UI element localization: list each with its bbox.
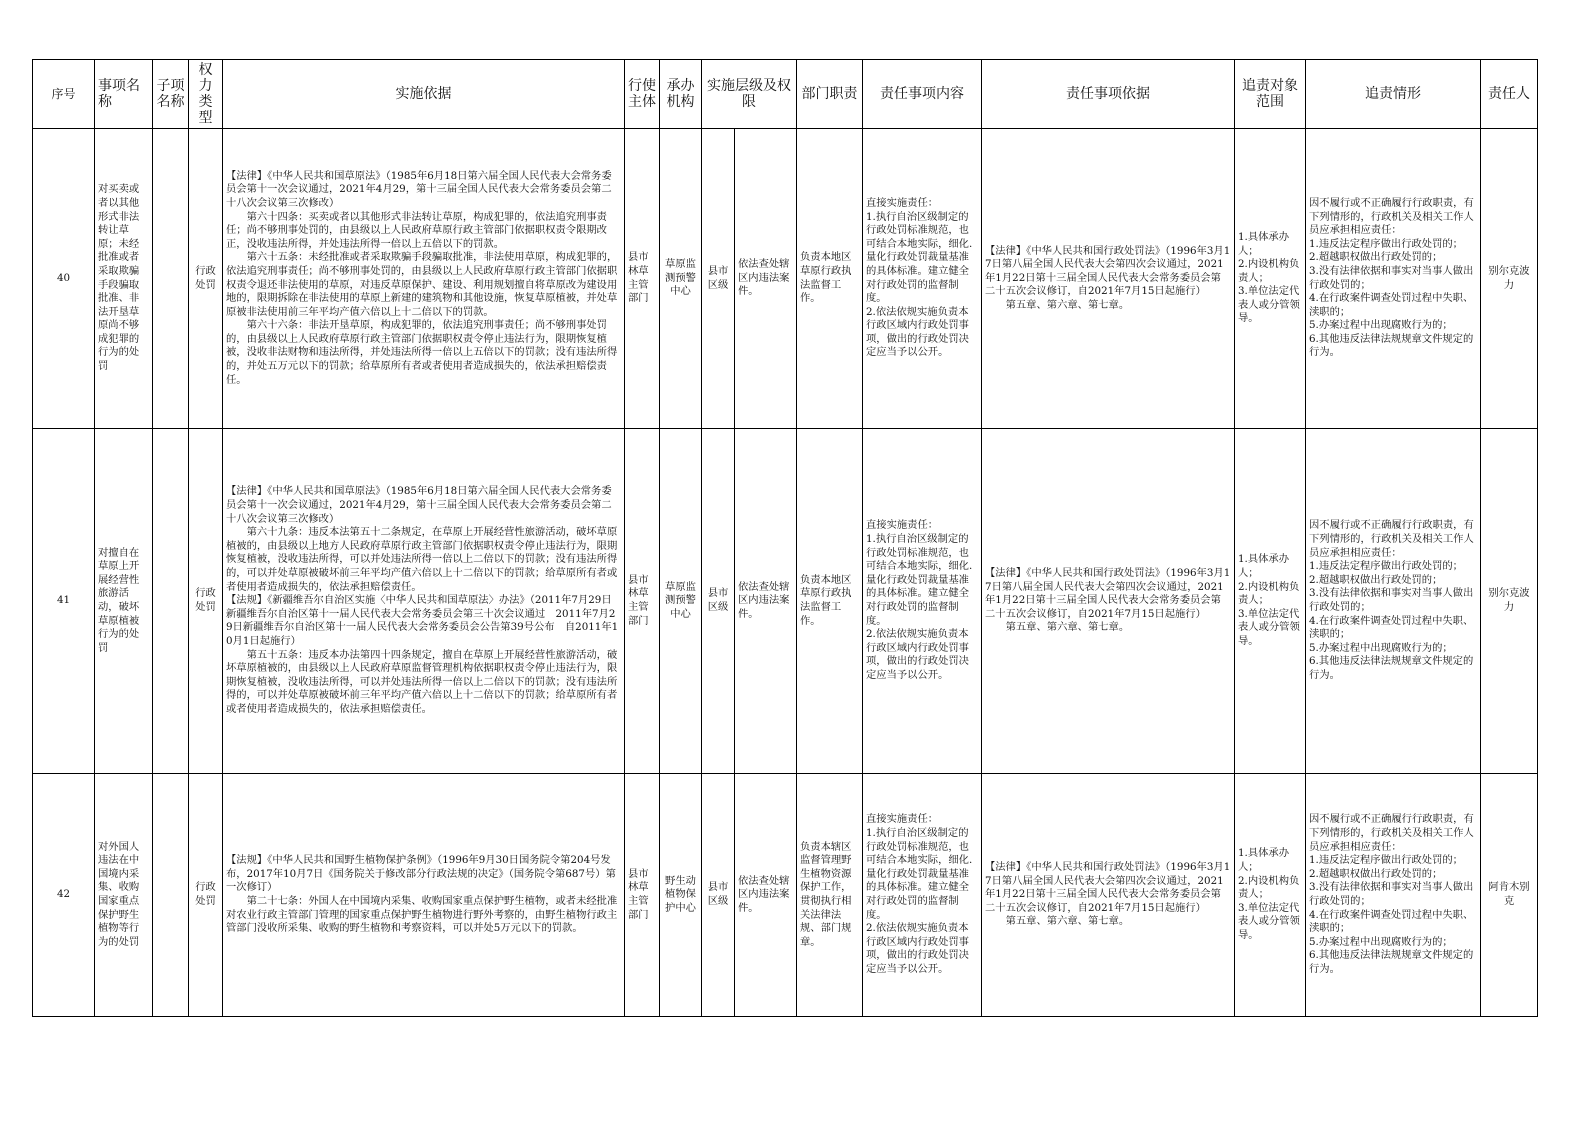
header-sub: 子项名称: [153, 60, 189, 129]
basis-paragraph: 第六十四条：买卖或者以其他形式非法转让草原，构成犯罪的，依法追究刑事责任；尚不够刑事处罚的，由县级以上人民政府草原行政主管部门依据职权责令限期改正，没收违法所得，并处违法所得一倍以上五倍以下的罚款。: [226, 210, 607, 250]
row-sub: [153, 129, 189, 429]
header-duty: 部门职责: [797, 60, 863, 129]
header-scope: 追责对象范围: [1235, 60, 1306, 129]
resp-basis-paragraph: 【法律】《中华人民共和国行政处罚法》（1996年3月17日第八届全国人民代表大会第四次会议通过，2021年1月22日第十三届全国人民代表大会常务委员会第二十五次会议修订，自2021年7月15日起施行）: [985, 567, 1231, 620]
header-seq: 序号: [33, 60, 95, 129]
row-person: 别尔克波力: [1481, 129, 1538, 429]
row-duty: 负责本辖区监督管理野生植物资源保护工作，贯彻执行相关法律法规、部门规章。: [797, 774, 863, 1017]
row-resp-content: 直接实施责任： 1.执行自治区级制定的行政处罚标准规范，也可结合本地实际，细化.量化行政处罚裁量基准的具体标准。建立健全对行政处罚的监督制度。 2.依法依规实施负责本行政区域内行政处罚事项，做出的行政处罚决定应当予以公开。: [863, 129, 982, 429]
basis-paragraph: 【法规】《中华人民共和国野生植物保护条例》（1996年9月30日国务院令第204号发布，2017年10月7日《国务院关于修改部分行政法规的决定》（国务院令第687号）第一次修订）: [226, 854, 616, 894]
row-resp-basis: [982, 429, 1235, 774]
header-resp-basis: 责任事项依据: [982, 60, 1235, 129]
basis-paragraph: 第五十五条：违反本办法第四十四条规定，擅自在草原上开展经营性旅游活动，破坏草原植被的，由县级以上人民政府草原监督管理机构依据职权责令停止违法行为，限期恢复植被，没收违法所得，可以并处违法所得一倍以上二倍以下的罚款；没有违法所得的，可以并处草原被破坏前三年平均产值六倍以上十二倍以下的罚款；给草原所有者或者使用者造成损失的，依法承担赔偿责任。: [226, 648, 618, 715]
table-row: [33, 129, 1538, 429]
row-subject: 县市林草主管部门: [625, 129, 660, 429]
row-org: 草原监测预警中心: [660, 129, 702, 429]
row-power-type: 行政处罚: [189, 774, 223, 1017]
row-name: 对外国人违法在中国境内采集、收购国家重点保护野生植物等行为的处罚: [95, 774, 153, 1017]
row-person: 阿肯木别克: [1481, 774, 1538, 1017]
row-duty: 负责本地区草原行政执法监督工作。: [797, 429, 863, 774]
row-level: 县市区级: [702, 129, 735, 429]
row-level: 县市区级: [702, 774, 735, 1017]
row-level: 县市区级: [702, 429, 735, 774]
row-authority: 依法查处辖区内违法案件。: [735, 774, 797, 1017]
header-person: 责任人: [1481, 60, 1538, 129]
row-authority: 依法查处辖区内违法案件。: [735, 429, 797, 774]
row-name: 对买卖或者以其他形式非法转让草原；未经批准或者采取欺骗手段骗取批准、非法开垦草原尚不够成犯罪的行为的处罚: [95, 129, 153, 429]
powers-table: [32, 59, 1538, 1017]
row-resp-basis: [982, 774, 1235, 1017]
row-seq: 41: [33, 429, 95, 774]
row-subject: 县市林草主管部门: [625, 429, 660, 774]
row-situation: 因不履行或不正确履行行政职责，有下列情形的，行政机关及相关工作人员应承担相应责任： 1.违反法定程序做出行政处罚的； 2.超越职权做出行政处罚的； 3.没有法律依据和事实对当事人做出行政处罚的； 4.在行政案件调查处罚过程中失职、渎职的； 5.办案过程中出现腐败行为的； 6.其他违反法律法规规章文件规定的行为。: [1306, 129, 1481, 429]
table-row: [33, 429, 1538, 774]
row-person: 别尔克波力: [1481, 429, 1538, 774]
row-power-type: 行政处罚: [189, 129, 223, 429]
row-resp-content: 直接实施责任： 1.执行自治区级制定的行政处罚标准规范，也可结合本地实际，细化.量化行政处罚裁量基准的具体标准。建立健全对行政处罚的监督制度。 2.依法依规实施负责本行政区域内行政处罚事项，做出的行政处罚决定应当予以公开。: [863, 429, 982, 774]
row-sub: [153, 429, 189, 774]
row-authority: 依法查处辖区内违法案件。: [735, 129, 797, 429]
row-basis: [223, 429, 625, 774]
table-row: [33, 774, 1538, 1017]
basis-paragraph: 【法规】《新疆维吾尔自治区实施〈中华人民共和国草原法〉办法》（2011年7月29日新疆维吾尔自治区第十一届人民代表大会常务委员会第三十次会议通过 2011年7月29日新疆维吾尔自治区第十一届人民代表大会常务委员会公告第39号公布 自2011年10月1日起施行）: [226, 594, 619, 647]
header-name: 事项名称: [95, 60, 153, 129]
basis-paragraph: 第六十五条：未经批准或者采取欺骗手段骗取批准，非法使用草原，构成犯罪的，依法追究刑事责任；尚不够刑事处罚的，由县级以上人民政府草原行政主管部门依据职权责令退还非法使用的草原，对违反草原保护、建设、利用规划擅自将草原改为建设用地的，限期拆除在非法使用的草原上新建的建筑物和其他设施，恢复草原植被，并处草原被非法使用前三年平均产值六倍以上十二倍以下的罚款。: [226, 251, 618, 318]
row-duty: 负责本地区草原行政执法监督工作。: [797, 129, 863, 429]
row-situation: 因不履行或不正确履行行政职责，有下列情形的，行政机关及相关工作人员应承担相应责任： 1.违反法定程序做出行政处罚的； 2.超越职权做出行政处罚的； 3.没有法律依据和事实对当事人做出行政处罚的； 4.在行政案件调查处罚过程中失职、渎职的； 5.办案过程中出现腐败行为的； 6.其他违反法律法规规章文件规定的行为。: [1306, 429, 1481, 774]
header-basis: 实施依据: [223, 60, 625, 129]
resp-basis-paragraph: 第五章、第六章、第七章。: [1005, 915, 1130, 928]
row-subject: 县市林草主管部门: [625, 774, 660, 1017]
row-org: 野生动植物保护中心: [660, 774, 702, 1017]
row-situation: 因不履行或不正确履行行政职责，有下列情形的，行政机关及相关工作人员应承担相应责任： 1.违反法定程序做出行政处罚的； 2.超越职权做出行政处罚的； 3.没有法律依据和事实对当事人做出行政处罚的； 4.在行政案件调查处罚过程中失职、渎职的； 5.办案过程中出现腐败行为的； 6.其他违反法律法规规章文件规定的行为。: [1306, 774, 1481, 1017]
header-subject: 行使主体: [625, 60, 660, 129]
row-seq: 40: [33, 129, 95, 429]
row-sub: [153, 774, 189, 1017]
header-level: 实施层级及权限: [702, 60, 797, 129]
row-scope: 1.具体承办人； 2.内设机构负责人； 3.单位法定代表人或分管领导。: [1235, 429, 1306, 774]
basis-paragraph: 【法律】《中华人民共和国草原法》（1985年6月18日第六届全国人民代表大会常务委员会第十一次会议通过，2021年4月29，第十三届全国人民代表大会常务委员会第二十八次会议第三次修改）: [226, 485, 612, 525]
header-power-type: 权力类型: [189, 60, 223, 129]
row-seq: 42: [33, 774, 95, 1017]
header-org: 承办机构: [660, 60, 702, 129]
row-resp-basis: [982, 129, 1235, 429]
basis-paragraph: 【法律】《中华人民共和国草原法》（1985年6月18日第六届全国人民代表大会常务委员会第十一次会议通过，2021年4月29，第十三届全国人民代表大会常务委员会第二十八次会议第三次修改）: [226, 169, 612, 209]
row-resp-content: 直接实施责任： 1.执行自治区级制定的行政处罚标准规范，也可结合本地实际，细化.量化行政处罚裁量基准的具体标准。建立健全对行政处罚的监督制度。 2.依法依规实施负责本行政区域内行政处罚事项，做出的行政处罚决定应当予以公开。: [863, 774, 982, 1017]
basis-paragraph: 第六十九条：违反本法第五十二条规定，在草原上开展经营性旅游活动，破坏草原植被的，由县级以上地方人民政府草原行政主管部门依据职权责令停止违法行为，限期恢复植被，没收违法所得，可以并处违法所得一倍以上二倍以下的罚款；没有违法所得的，可以并处草原被破坏前三年平均产值六倍以上十二倍以下的罚款；给草原所有者或者使用者造成损失的，依法承担赔偿责任。: [226, 526, 618, 593]
header-resp-content: 责任事项内容: [863, 60, 982, 129]
resp-basis-paragraph: 第五章、第六章、第七章。: [1005, 298, 1130, 311]
basis-paragraph: 第二十七条：外国人在中国境内采集、收购国家重点保护野生植物，或者未经批准对农业行政主管部门管理的国家重点保护野生植物进行野外考察的，由野生植物行政主管部门没收所采集、收购的野生植物和考察资料，可以并处5万元以下的罚款。: [226, 895, 618, 935]
resp-basis-paragraph: 【法律】《中华人民共和国行政处罚法》（1996年3月17日第八届全国人民代表大会第四次会议通过，2021年1月22日第十三届全国人民代表大会常务委员会第二十五次会议修订，自2021年7月15日起施行）: [985, 244, 1231, 298]
header-situation: 追责情形: [1306, 60, 1481, 129]
row-org: 草原监测预警中心: [660, 429, 702, 774]
row-power-type: 行政处罚: [189, 429, 223, 774]
row-basis: [223, 129, 625, 429]
basis-paragraph: 第六十六条：非法开垦草原，构成犯罪的，依法追究刑事责任；尚不够刑事处罚的，由县级以上人民政府草原行政主管部门依据职权责令停止违法行为，限期恢复植被，没收非法财物和违法所得，并处违法所得一倍以上五倍以下的罚款；没有违法所得的，并处五万元以下的罚款；给草原所有者或者使用者造成损失的，依法承担赔偿责任。: [226, 319, 618, 386]
row-scope: 1.具体承办人； 2.内设机构负责人； 3.单位法定代表人或分管领导。: [1235, 129, 1306, 429]
row-scope: 1.具体承办人； 2.内设机构负责人； 3.单位法定代表人或分管领导。: [1235, 774, 1306, 1017]
resp-basis-paragraph: 第五章、第六章、第七章。: [1005, 621, 1130, 634]
header-row: [33, 60, 1538, 129]
row-name: 对擅自在草原上开展经营性旅游活动，破坏草原植被行为的处罚: [95, 429, 153, 774]
row-basis: [223, 774, 625, 1017]
resp-basis-paragraph: 【法律】《中华人民共和国行政处罚法》（1996年3月17日第八届全国人民代表大会第四次会议通过，2021年1月22日第十三届全国人民代表大会常务委员会第二十五次会议修订，自2021年7月15日起施行）: [985, 861, 1231, 914]
